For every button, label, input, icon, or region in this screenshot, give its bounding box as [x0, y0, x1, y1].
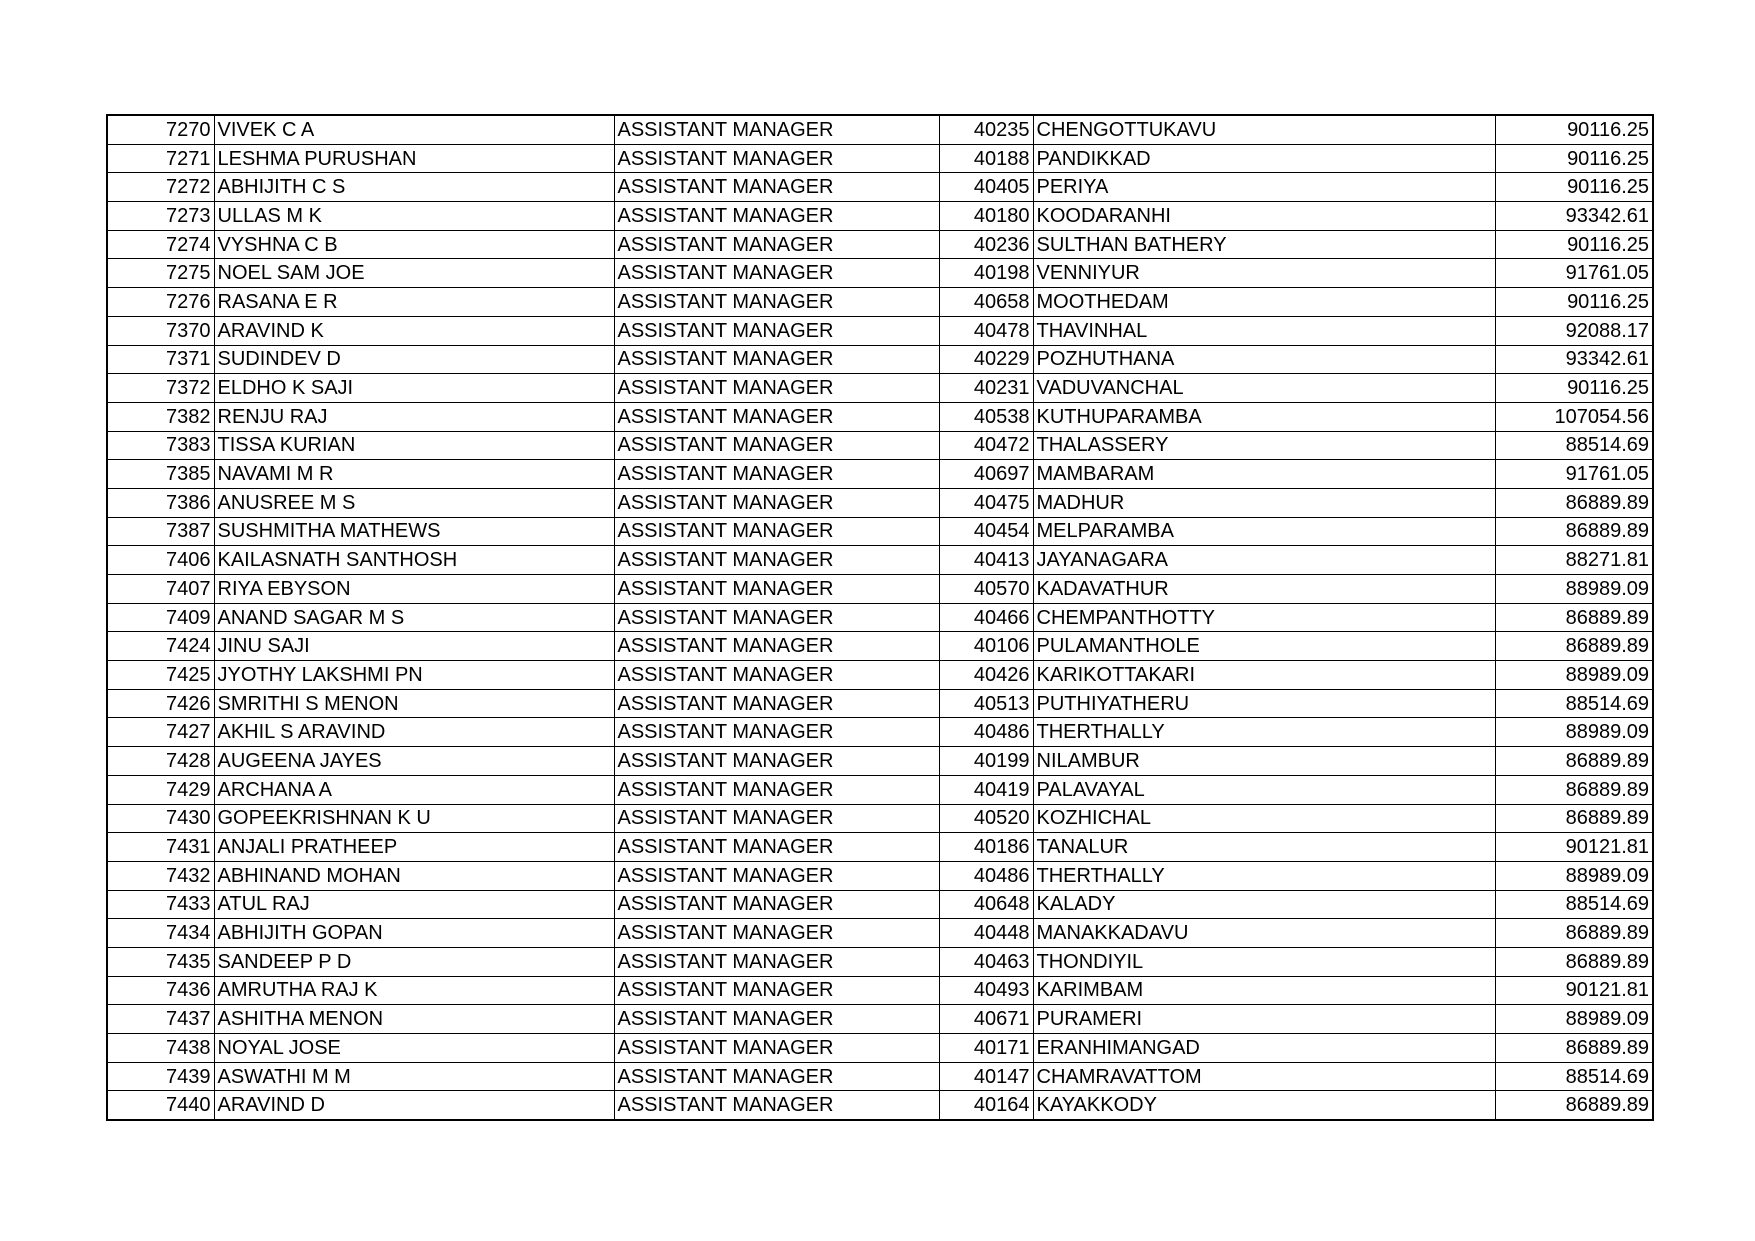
employee-id-cell: 7437 [107, 1005, 214, 1034]
branch-code-cell: 40466 [939, 603, 1033, 632]
designation-cell: ASSISTANT MANAGER [614, 288, 939, 317]
employee-id-cell: 7385 [107, 460, 214, 489]
amount-cell: 91761.05 [1495, 259, 1653, 288]
employee-name-cell: ARAVIND D [214, 1091, 614, 1120]
table-row [107, 861, 1653, 890]
amount-cell: 86889.89 [1495, 632, 1653, 661]
branch-name-cell: NILAMBUR [1033, 747, 1495, 776]
employee-id-cell: 7274 [107, 230, 214, 259]
employee-id-cell: 7276 [107, 288, 214, 317]
branch-code-cell: 40448 [939, 919, 1033, 948]
designation-cell: ASSISTANT MANAGER [614, 345, 939, 374]
branch-code-cell: 40180 [939, 202, 1033, 231]
designation-cell: ASSISTANT MANAGER [614, 976, 939, 1005]
employee-id-cell: 7436 [107, 976, 214, 1005]
amount-cell: 88989.09 [1495, 1005, 1653, 1034]
designation-cell: ASSISTANT MANAGER [614, 316, 939, 345]
designation-cell: ASSISTANT MANAGER [614, 259, 939, 288]
designation-cell: ASSISTANT MANAGER [614, 775, 939, 804]
employee-name-cell: SMRITHI S MENON [214, 689, 614, 718]
employee-name-cell: NOYAL JOSE [214, 1034, 614, 1063]
table-row [107, 603, 1653, 632]
branch-name-cell: VENNIYUR [1033, 259, 1495, 288]
table-row [107, 804, 1653, 833]
employee-table [106, 114, 1654, 1121]
amount-cell: 86889.89 [1495, 517, 1653, 546]
branch-code-cell: 40186 [939, 833, 1033, 862]
branch-code-cell: 40106 [939, 632, 1033, 661]
designation-cell: ASSISTANT MANAGER [614, 575, 939, 604]
employee-name-cell: ASWATHI M M [214, 1062, 614, 1091]
table-row [107, 1062, 1653, 1091]
employee-name-cell: NOEL SAM JOE [214, 259, 614, 288]
employee-id-cell: 7438 [107, 1034, 214, 1063]
amount-cell: 86889.89 [1495, 747, 1653, 776]
amount-cell: 88514.69 [1495, 890, 1653, 919]
table-row [107, 230, 1653, 259]
table-row [107, 259, 1653, 288]
branch-name-cell: MANAKKADAVU [1033, 919, 1495, 948]
employee-id-cell: 7430 [107, 804, 214, 833]
designation-cell: ASSISTANT MANAGER [614, 202, 939, 231]
amount-cell: 86889.89 [1495, 603, 1653, 632]
table-row [107, 890, 1653, 919]
employee-name-cell: ARCHANA A [214, 775, 614, 804]
designation-cell: ASSISTANT MANAGER [614, 833, 939, 862]
branch-name-cell: MADHUR [1033, 488, 1495, 517]
employee-name-cell: RIYA EBYSON [214, 575, 614, 604]
table-row [107, 689, 1653, 718]
table-row [107, 747, 1653, 776]
employee-name-cell: SANDEEP P D [214, 947, 614, 976]
branch-name-cell: THERTHALLY [1033, 718, 1495, 747]
table-row [107, 976, 1653, 1005]
amount-cell: 90116.25 [1495, 374, 1653, 403]
employee-name-cell: ABHIJITH GOPAN [214, 919, 614, 948]
employee-id-cell: 7440 [107, 1091, 214, 1120]
employee-name-cell: JYOTHY LAKSHMI PN [214, 661, 614, 690]
branch-code-cell: 40520 [939, 804, 1033, 833]
branch-name-cell: CHENGOTTUKAVU [1033, 115, 1495, 144]
branch-code-cell: 40413 [939, 546, 1033, 575]
designation-cell: ASSISTANT MANAGER [614, 919, 939, 948]
employee-name-cell: ABHINAND MOHAN [214, 861, 614, 890]
table-row [107, 202, 1653, 231]
branch-code-cell: 40538 [939, 402, 1033, 431]
employee-name-cell: RENJU RAJ [214, 402, 614, 431]
amount-cell: 88514.69 [1495, 689, 1653, 718]
amount-cell: 93342.61 [1495, 345, 1653, 374]
employee-id-cell: 7432 [107, 861, 214, 890]
employee-name-cell: ABHIJITH C S [214, 173, 614, 202]
designation-cell: ASSISTANT MANAGER [614, 603, 939, 632]
designation-cell: ASSISTANT MANAGER [614, 689, 939, 718]
branch-code-cell: 40236 [939, 230, 1033, 259]
branch-name-cell: TANALUR [1033, 833, 1495, 862]
branch-code-cell: 40478 [939, 316, 1033, 345]
designation-cell: ASSISTANT MANAGER [614, 488, 939, 517]
amount-cell: 107054.56 [1495, 402, 1653, 431]
amount-cell: 93342.61 [1495, 202, 1653, 231]
branch-name-cell: MOOTHEDAM [1033, 288, 1495, 317]
table-row [107, 345, 1653, 374]
employee-id-cell: 7270 [107, 115, 214, 144]
branch-name-cell: KADAVATHUR [1033, 575, 1495, 604]
table-row [107, 1034, 1653, 1063]
branch-code-cell: 40405 [939, 173, 1033, 202]
amount-cell: 86889.89 [1495, 919, 1653, 948]
branch-code-cell: 40147 [939, 1062, 1033, 1091]
amount-cell: 88989.09 [1495, 575, 1653, 604]
branch-name-cell: PALAVAYAL [1033, 775, 1495, 804]
designation-cell: ASSISTANT MANAGER [614, 173, 939, 202]
employee-id-cell: 7383 [107, 431, 214, 460]
branch-name-cell: ERANHIMANGAD [1033, 1034, 1495, 1063]
employee-id-cell: 7434 [107, 919, 214, 948]
employee-id-cell: 7435 [107, 947, 214, 976]
employee-name-cell: AMRUTHA RAJ K [214, 976, 614, 1005]
amount-cell: 86889.89 [1495, 1091, 1653, 1120]
employee-id-cell: 7273 [107, 202, 214, 231]
employee-name-cell: VYSHNA C B [214, 230, 614, 259]
branch-code-cell: 40188 [939, 144, 1033, 173]
branch-code-cell: 40475 [939, 488, 1033, 517]
amount-cell: 88514.69 [1495, 431, 1653, 460]
branch-code-cell: 40513 [939, 689, 1033, 718]
amount-cell: 90116.25 [1495, 144, 1653, 173]
branch-name-cell: POZHUTHANA [1033, 345, 1495, 374]
branch-name-cell: JAYANAGARA [1033, 546, 1495, 575]
branch-name-cell: SULTHAN BATHERY [1033, 230, 1495, 259]
employee-name-cell: KAILASNATH SANTHOSH [214, 546, 614, 575]
employee-id-cell: 7425 [107, 661, 214, 690]
branch-code-cell: 40198 [939, 259, 1033, 288]
branch-name-cell: CHAMRAVATTOM [1033, 1062, 1495, 1091]
designation-cell: ASSISTANT MANAGER [614, 230, 939, 259]
branch-code-cell: 40493 [939, 976, 1033, 1005]
branch-name-cell: KARIKOTTAKARI [1033, 661, 1495, 690]
designation-cell: ASSISTANT MANAGER [614, 517, 939, 546]
branch-name-cell: PULAMANTHOLE [1033, 632, 1495, 661]
designation-cell: ASSISTANT MANAGER [614, 144, 939, 173]
amount-cell: 88989.09 [1495, 718, 1653, 747]
branch-code-cell: 40229 [939, 345, 1033, 374]
employee-name-cell: ANJALI PRATHEEP [214, 833, 614, 862]
branch-name-cell: THERTHALLY [1033, 861, 1495, 890]
employee-name-cell: RASANA E R [214, 288, 614, 317]
employee-id-cell: 7431 [107, 833, 214, 862]
amount-cell: 86889.89 [1495, 947, 1653, 976]
branch-name-cell: CHEMPANTHOTTY [1033, 603, 1495, 632]
table-row [107, 316, 1653, 345]
amount-cell: 88514.69 [1495, 1062, 1653, 1091]
amount-cell: 88271.81 [1495, 546, 1653, 575]
employee-name-cell: ULLAS M K [214, 202, 614, 231]
employee-id-cell: 7371 [107, 345, 214, 374]
branch-name-cell: PURAMERI [1033, 1005, 1495, 1034]
designation-cell: ASSISTANT MANAGER [614, 460, 939, 489]
designation-cell: ASSISTANT MANAGER [614, 1062, 939, 1091]
employee-id-cell: 7370 [107, 316, 214, 345]
branch-code-cell: 40486 [939, 718, 1033, 747]
table-row [107, 431, 1653, 460]
branch-code-cell: 40171 [939, 1034, 1033, 1063]
designation-cell: ASSISTANT MANAGER [614, 718, 939, 747]
branch-name-cell: KOODARANHI [1033, 202, 1495, 231]
amount-cell: 90116.25 [1495, 230, 1653, 259]
branch-name-cell: THONDIYIL [1033, 947, 1495, 976]
designation-cell: ASSISTANT MANAGER [614, 632, 939, 661]
employee-id-cell: 7271 [107, 144, 214, 173]
employee-id-cell: 7429 [107, 775, 214, 804]
table-row [107, 919, 1653, 948]
branch-code-cell: 40671 [939, 1005, 1033, 1034]
employee-id-cell: 7406 [107, 546, 214, 575]
branch-name-cell: PANDIKKAD [1033, 144, 1495, 173]
designation-cell: ASSISTANT MANAGER [614, 402, 939, 431]
branch-code-cell: 40472 [939, 431, 1033, 460]
amount-cell: 90116.25 [1495, 173, 1653, 202]
employee-name-cell: ELDHO K SAJI [214, 374, 614, 403]
amount-cell: 90116.25 [1495, 115, 1653, 144]
employee-name-cell: LESHMA PURUSHAN [214, 144, 614, 173]
amount-cell: 88989.09 [1495, 861, 1653, 890]
employee-id-cell: 7372 [107, 374, 214, 403]
employee-id-cell: 7426 [107, 689, 214, 718]
table-row [107, 288, 1653, 317]
branch-name-cell: PUTHIYATHERU [1033, 689, 1495, 718]
branch-name-cell: KAYAKKODY [1033, 1091, 1495, 1120]
employee-id-cell: 7433 [107, 890, 214, 919]
amount-cell: 86889.89 [1495, 488, 1653, 517]
designation-cell: ASSISTANT MANAGER [614, 1005, 939, 1034]
amount-cell: 90121.81 [1495, 833, 1653, 862]
table-row [107, 575, 1653, 604]
table-row [107, 115, 1653, 144]
employee-name-cell: TISSA KURIAN [214, 431, 614, 460]
designation-cell: ASSISTANT MANAGER [614, 947, 939, 976]
table-row [107, 718, 1653, 747]
amount-cell: 86889.89 [1495, 804, 1653, 833]
employee-id-cell: 7407 [107, 575, 214, 604]
branch-name-cell: KARIMBAM [1033, 976, 1495, 1005]
employee-name-cell: VIVEK C A [214, 115, 614, 144]
employee-name-cell: ATUL RAJ [214, 890, 614, 919]
amount-cell: 91761.05 [1495, 460, 1653, 489]
branch-name-cell: KALADY [1033, 890, 1495, 919]
designation-cell: ASSISTANT MANAGER [614, 804, 939, 833]
designation-cell: ASSISTANT MANAGER [614, 115, 939, 144]
branch-name-cell: MAMBARAM [1033, 460, 1495, 489]
employee-name-cell: JINU SAJI [214, 632, 614, 661]
employee-name-cell: ANAND SAGAR M S [214, 603, 614, 632]
branch-code-cell: 40426 [939, 661, 1033, 690]
branch-code-cell: 40235 [939, 115, 1033, 144]
employee-name-cell: GOPEEKRISHNAN K U [214, 804, 614, 833]
branch-name-cell: THAVINHAL [1033, 316, 1495, 345]
employee-id-cell: 7387 [107, 517, 214, 546]
designation-cell: ASSISTANT MANAGER [614, 546, 939, 575]
employee-id-cell: 7386 [107, 488, 214, 517]
employee-id-cell: 7439 [107, 1062, 214, 1091]
employee-name-cell: ASHITHA MENON [214, 1005, 614, 1034]
table-row [107, 1005, 1653, 1034]
employee-id-cell: 7382 [107, 402, 214, 431]
branch-code-cell: 40199 [939, 747, 1033, 776]
employee-name-cell: SUDINDEV D [214, 345, 614, 374]
amount-cell: 90116.25 [1495, 288, 1653, 317]
branch-code-cell: 40231 [939, 374, 1033, 403]
employee-id-cell: 7275 [107, 259, 214, 288]
table-row [107, 488, 1653, 517]
branch-code-cell: 40454 [939, 517, 1033, 546]
designation-cell: ASSISTANT MANAGER [614, 374, 939, 403]
designation-cell: ASSISTANT MANAGER [614, 431, 939, 460]
amount-cell: 88989.09 [1495, 661, 1653, 690]
employee-name-cell: SUSHMITHA MATHEWS [214, 517, 614, 546]
branch-code-cell: 40419 [939, 775, 1033, 804]
employee-id-cell: 7427 [107, 718, 214, 747]
branch-name-cell: PERIYA [1033, 173, 1495, 202]
employee-name-cell: ARAVIND K [214, 316, 614, 345]
branch-name-cell: MELPARAMBA [1033, 517, 1495, 546]
table-row [107, 402, 1653, 431]
table-row [107, 775, 1653, 804]
employee-id-cell: 7428 [107, 747, 214, 776]
designation-cell: ASSISTANT MANAGER [614, 861, 939, 890]
amount-cell: 86889.89 [1495, 1034, 1653, 1063]
branch-name-cell: KUTHUPARAMBA [1033, 402, 1495, 431]
employee-id-cell: 7424 [107, 632, 214, 661]
table-row [107, 833, 1653, 862]
table-row [107, 1091, 1653, 1120]
table-row [107, 173, 1653, 202]
employee-name-cell: NAVAMI M R [214, 460, 614, 489]
employee-id-cell: 7409 [107, 603, 214, 632]
amount-cell: 86889.89 [1495, 775, 1653, 804]
branch-code-cell: 40486 [939, 861, 1033, 890]
branch-code-cell: 40697 [939, 460, 1033, 489]
branch-name-cell: VADUVANCHAL [1033, 374, 1495, 403]
branch-code-cell: 40164 [939, 1091, 1033, 1120]
table-row [107, 661, 1653, 690]
table-row [107, 374, 1653, 403]
designation-cell: ASSISTANT MANAGER [614, 1091, 939, 1120]
employee-id-cell: 7272 [107, 173, 214, 202]
branch-code-cell: 40463 [939, 947, 1033, 976]
amount-cell: 92088.17 [1495, 316, 1653, 345]
designation-cell: ASSISTANT MANAGER [614, 890, 939, 919]
branch-name-cell: THALASSERY [1033, 431, 1495, 460]
designation-cell: ASSISTANT MANAGER [614, 1034, 939, 1063]
employee-name-cell: AKHIL S ARAVIND [214, 718, 614, 747]
branch-name-cell: KOZHICHAL [1033, 804, 1495, 833]
branch-code-cell: 40570 [939, 575, 1033, 604]
table-row [107, 947, 1653, 976]
table-row [107, 632, 1653, 661]
amount-cell: 90121.81 [1495, 976, 1653, 1005]
table-row [107, 460, 1653, 489]
branch-code-cell: 40658 [939, 288, 1033, 317]
designation-cell: ASSISTANT MANAGER [614, 747, 939, 776]
table-body [107, 115, 1653, 1120]
table-row [107, 546, 1653, 575]
table-row [107, 517, 1653, 546]
branch-code-cell: 40648 [939, 890, 1033, 919]
table-row [107, 144, 1653, 173]
employee-name-cell: AUGEENA JAYES [214, 747, 614, 776]
designation-cell: ASSISTANT MANAGER [614, 661, 939, 690]
employee-name-cell: ANUSREE M S [214, 488, 614, 517]
